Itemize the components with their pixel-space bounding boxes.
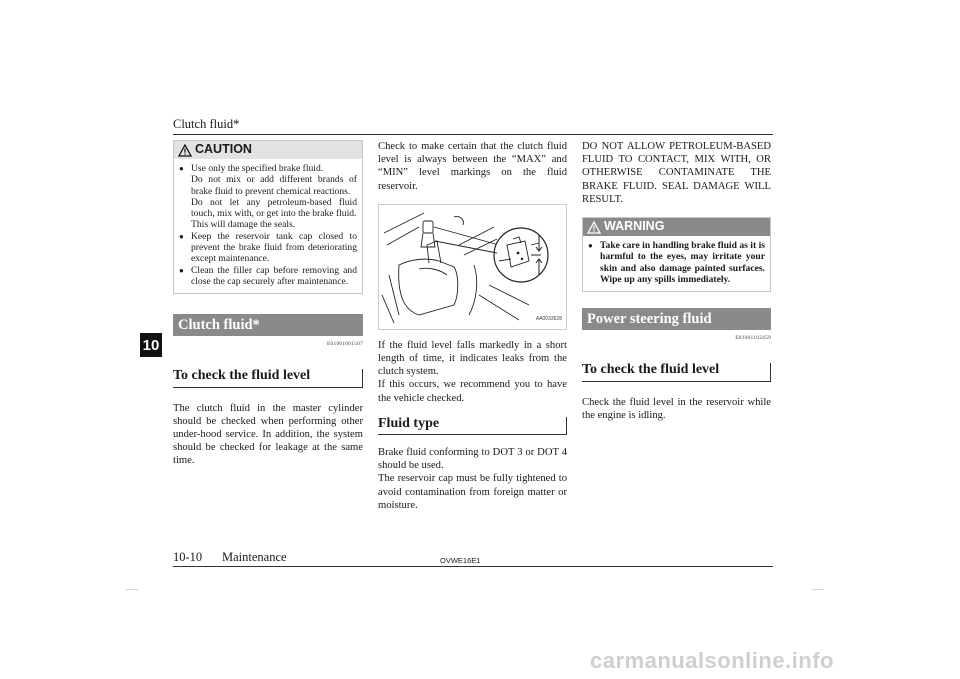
section-band-power-steering: Power steering fluid xyxy=(582,308,771,330)
body-paragraph: Check to make certain that the clutch fluid level is always between the “MAX” and “MIN” level markings on the fluid reservoir. xyxy=(378,141,567,192)
crop-mark xyxy=(812,589,824,590)
caution-bullet xyxy=(179,265,357,288)
warning-label: WARNING xyxy=(604,219,665,234)
body-paragraph: Brake fluid conforming to DOT 3 or DOT 4 should be used. xyxy=(378,447,567,472)
caution-bullet xyxy=(179,231,357,265)
bullet-dot-icon: ● xyxy=(588,241,593,251)
body-paragraph: Check the fluid level in the reservoir while the engine is idling. xyxy=(582,396,771,421)
caution-line: Use only the specified brake fluid. xyxy=(191,163,324,174)
caution-line: Clean the filler cap before removing and close the cap securely after maintenance. xyxy=(191,264,357,287)
warning-triangle-icon xyxy=(178,144,192,157)
body-paragraph: The reservoir cap must be fully tightened to avoid contamination from foreign matter or moisture. xyxy=(378,473,567,511)
bullet-dot-icon: ● xyxy=(179,164,184,173)
reservoir-illustration xyxy=(378,204,567,330)
header-rule xyxy=(173,134,773,135)
caution-line: This will damage the seals. xyxy=(191,219,296,231)
page-number: 10-10 xyxy=(173,550,203,564)
chapter-tab: 10 xyxy=(140,333,162,357)
footer-rule xyxy=(173,566,773,567)
section-code: E01001102459 xyxy=(735,335,771,342)
warning-bullet xyxy=(588,240,765,285)
engine-bay-illustration-icon xyxy=(379,205,564,327)
subheading-text: Fluid type xyxy=(378,415,440,431)
section-band-clutch-fluid: Clutch fluid* xyxy=(173,314,363,336)
caution-line: Do not let any petroleum-based fluid touch, mix with, or get into the brake fluid. xyxy=(191,196,357,220)
caution-label: CAUTION xyxy=(195,142,252,157)
body-paragraph: If the fluid level falls markedly in a short length of time, it indicates leaks from the clutch system. xyxy=(378,339,567,378)
column-middle xyxy=(378,140,567,512)
footer-doc-code: OVWE16E1 xyxy=(440,556,481,565)
caution-header xyxy=(174,141,362,159)
warning-header xyxy=(583,218,770,236)
subheading-text: To check the fluid level xyxy=(173,368,311,384)
caution-line: Keep the reservoir tank cap closed to prevent the brake fluid from deteriorating except maintenance. xyxy=(191,230,357,265)
caps-paragraph: DO NOT ALLOW PETROLEUM-BASED FLUID TO CONTACT, MIX WITH, OR OTHERWISE CONTAMINATE THE BRAKE FLUID. SEAL DAMAGE WILL RESULT. xyxy=(582,141,771,205)
warning-triangle-icon xyxy=(587,221,601,234)
caution-line: Do not mix or add different brands of brake fluid to prevent chemical reactions. xyxy=(191,174,357,197)
body-paragraph: If this occurs, we recommend you to have the vehicle checked. xyxy=(378,379,567,404)
caution-body xyxy=(174,159,362,293)
bullet-dot-icon: ● xyxy=(179,231,184,241)
subheading-check-fluid-level xyxy=(173,369,363,387)
warning-body xyxy=(583,236,770,291)
running-header: Clutch fluid* xyxy=(173,117,240,131)
subheading-text: To check the fluid level xyxy=(582,362,720,378)
subheading-check-fluid-level xyxy=(582,363,771,381)
subheading-fluid-type xyxy=(378,417,567,435)
column-left xyxy=(173,140,363,468)
body-paragraph: The clutch fluid in the master cylinder should be checked when performing other under-hood service. In addition, the system should be checked for leakage at the same time. xyxy=(173,402,363,467)
watermark: carmanualsonline.info xyxy=(590,648,834,673)
column-right xyxy=(582,140,771,422)
caution-box xyxy=(173,140,363,294)
bullet-dot-icon: ● xyxy=(179,265,184,275)
footer-section-name: Maintenance xyxy=(222,550,287,564)
figure-code: AA0033528 xyxy=(535,315,562,322)
warning-text: Take care in handling brake fluid as it is harmful to the eyes, may irritate your skin and also damage painted surfaces. Wipe up any spills immediately. xyxy=(600,240,765,285)
section-code: E01001001507 xyxy=(326,341,363,348)
crop-mark xyxy=(126,589,138,590)
caution-bullet xyxy=(179,163,357,231)
warning-box xyxy=(582,217,771,292)
